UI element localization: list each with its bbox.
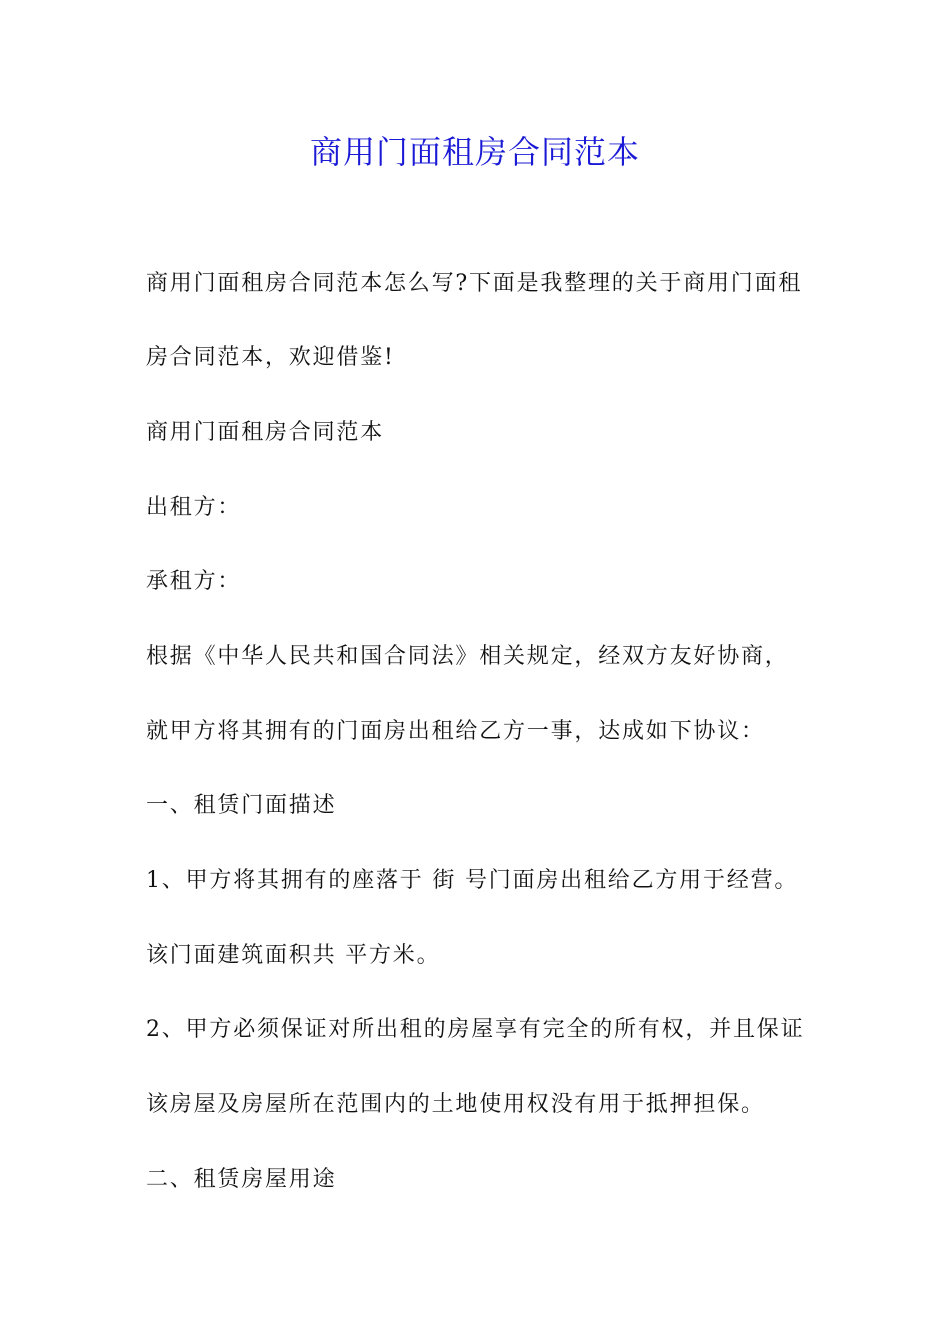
paragraph-line-1: 商用门面租房合同范本怎么写?下面是我整理的关于商用门面租 — [146, 271, 803, 296]
document-title: 商用门面租房合同范本 — [309, 133, 640, 171]
paragraph-line-10: 该门面建筑面积共 平方米。 — [146, 943, 441, 968]
paragraph-line-8: 一、租赁门面描述 — [146, 793, 337, 818]
paragraph-line-9: 1、甲方将其拥有的座落于 街 号门面房出租给乙方用于经营。 — [146, 868, 799, 893]
paragraph-line-3: 商用门面租房合同范本 — [146, 420, 385, 445]
paragraph-line-4: 出租方： — [146, 495, 242, 520]
paragraph-line-5: 承租方： — [146, 569, 242, 594]
paragraph-line-6: 根据《中华人民共和国合同法》相关规定，经双方友好协商， — [146, 644, 789, 669]
paragraph-line-2: 房合同范本，欢迎借鉴! — [146, 345, 395, 370]
paragraph-line-11: 2、甲方必须保证对所出租的房屋享有完全的所有权，并且保证 — [146, 1017, 805, 1042]
paragraph-line-12: 该房屋及房屋所在范围内的土地使用权没有用于抵押担保。 — [146, 1092, 765, 1117]
paragraph-line-7: 就甲方将其拥有的门面房出租给乙方一事，达成如下协议： — [146, 719, 765, 744]
paragraph-line-13: 二、租赁房屋用途 — [146, 1167, 337, 1192]
